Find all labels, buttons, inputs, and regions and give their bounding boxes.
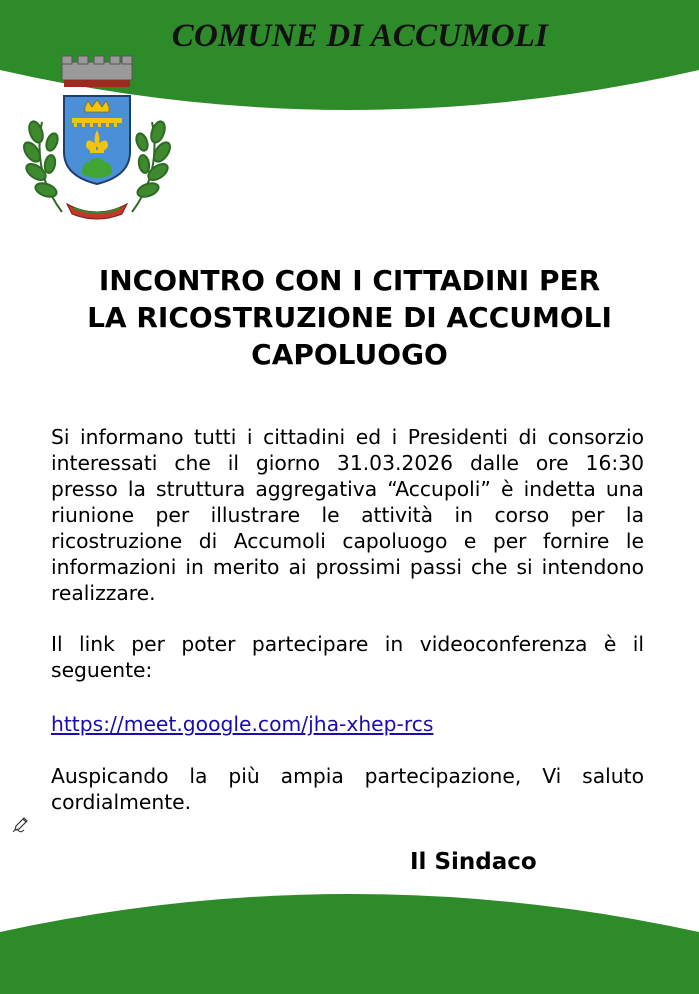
meeting-info-paragraph: Si informano tutti i cittadini ed i Presidenti di consorzio interessati che il giorno 31.03.2026 dalle ore 16:30 presso la struttura aggregativa “Accupoli” è indetta una riunione per illustrare le attività in corso per la ricostruzione di Accumoli capoluogo e per fornire le informazioni in merito ai prossimi passi che si intendono realizzare. bbox=[51, 425, 644, 605]
footer-green-band bbox=[0, 884, 699, 994]
closing-paragraph: Auspicando la più ampia partecipazione, Vi saluto cordialmente. bbox=[51, 764, 644, 814]
link-paragraph bbox=[51, 711, 644, 737]
title-line-3: CAPOLUOGO bbox=[251, 338, 448, 371]
comune-crest-icon bbox=[22, 52, 172, 222]
municipality-name: COMUNE DI ACCUMOLI bbox=[171, 18, 549, 54]
signature-mayor: Il Sindaco bbox=[410, 849, 537, 875]
announcement-title bbox=[40, 262, 659, 373]
edit-pencil-icon[interactable] bbox=[12, 815, 30, 833]
title-line-2: LA RICOSTRUZIONE DI ACCUMOLI bbox=[87, 301, 612, 334]
title-line-1: INCONTRO CON I CITTADINI PER bbox=[98, 264, 601, 297]
videoconference-link[interactable]: https://meet.google.com/jha-xhep-rcs bbox=[51, 712, 434, 736]
link-intro-paragraph: Il link per poter partecipare in videoconferenza è il seguente: bbox=[51, 632, 644, 682]
